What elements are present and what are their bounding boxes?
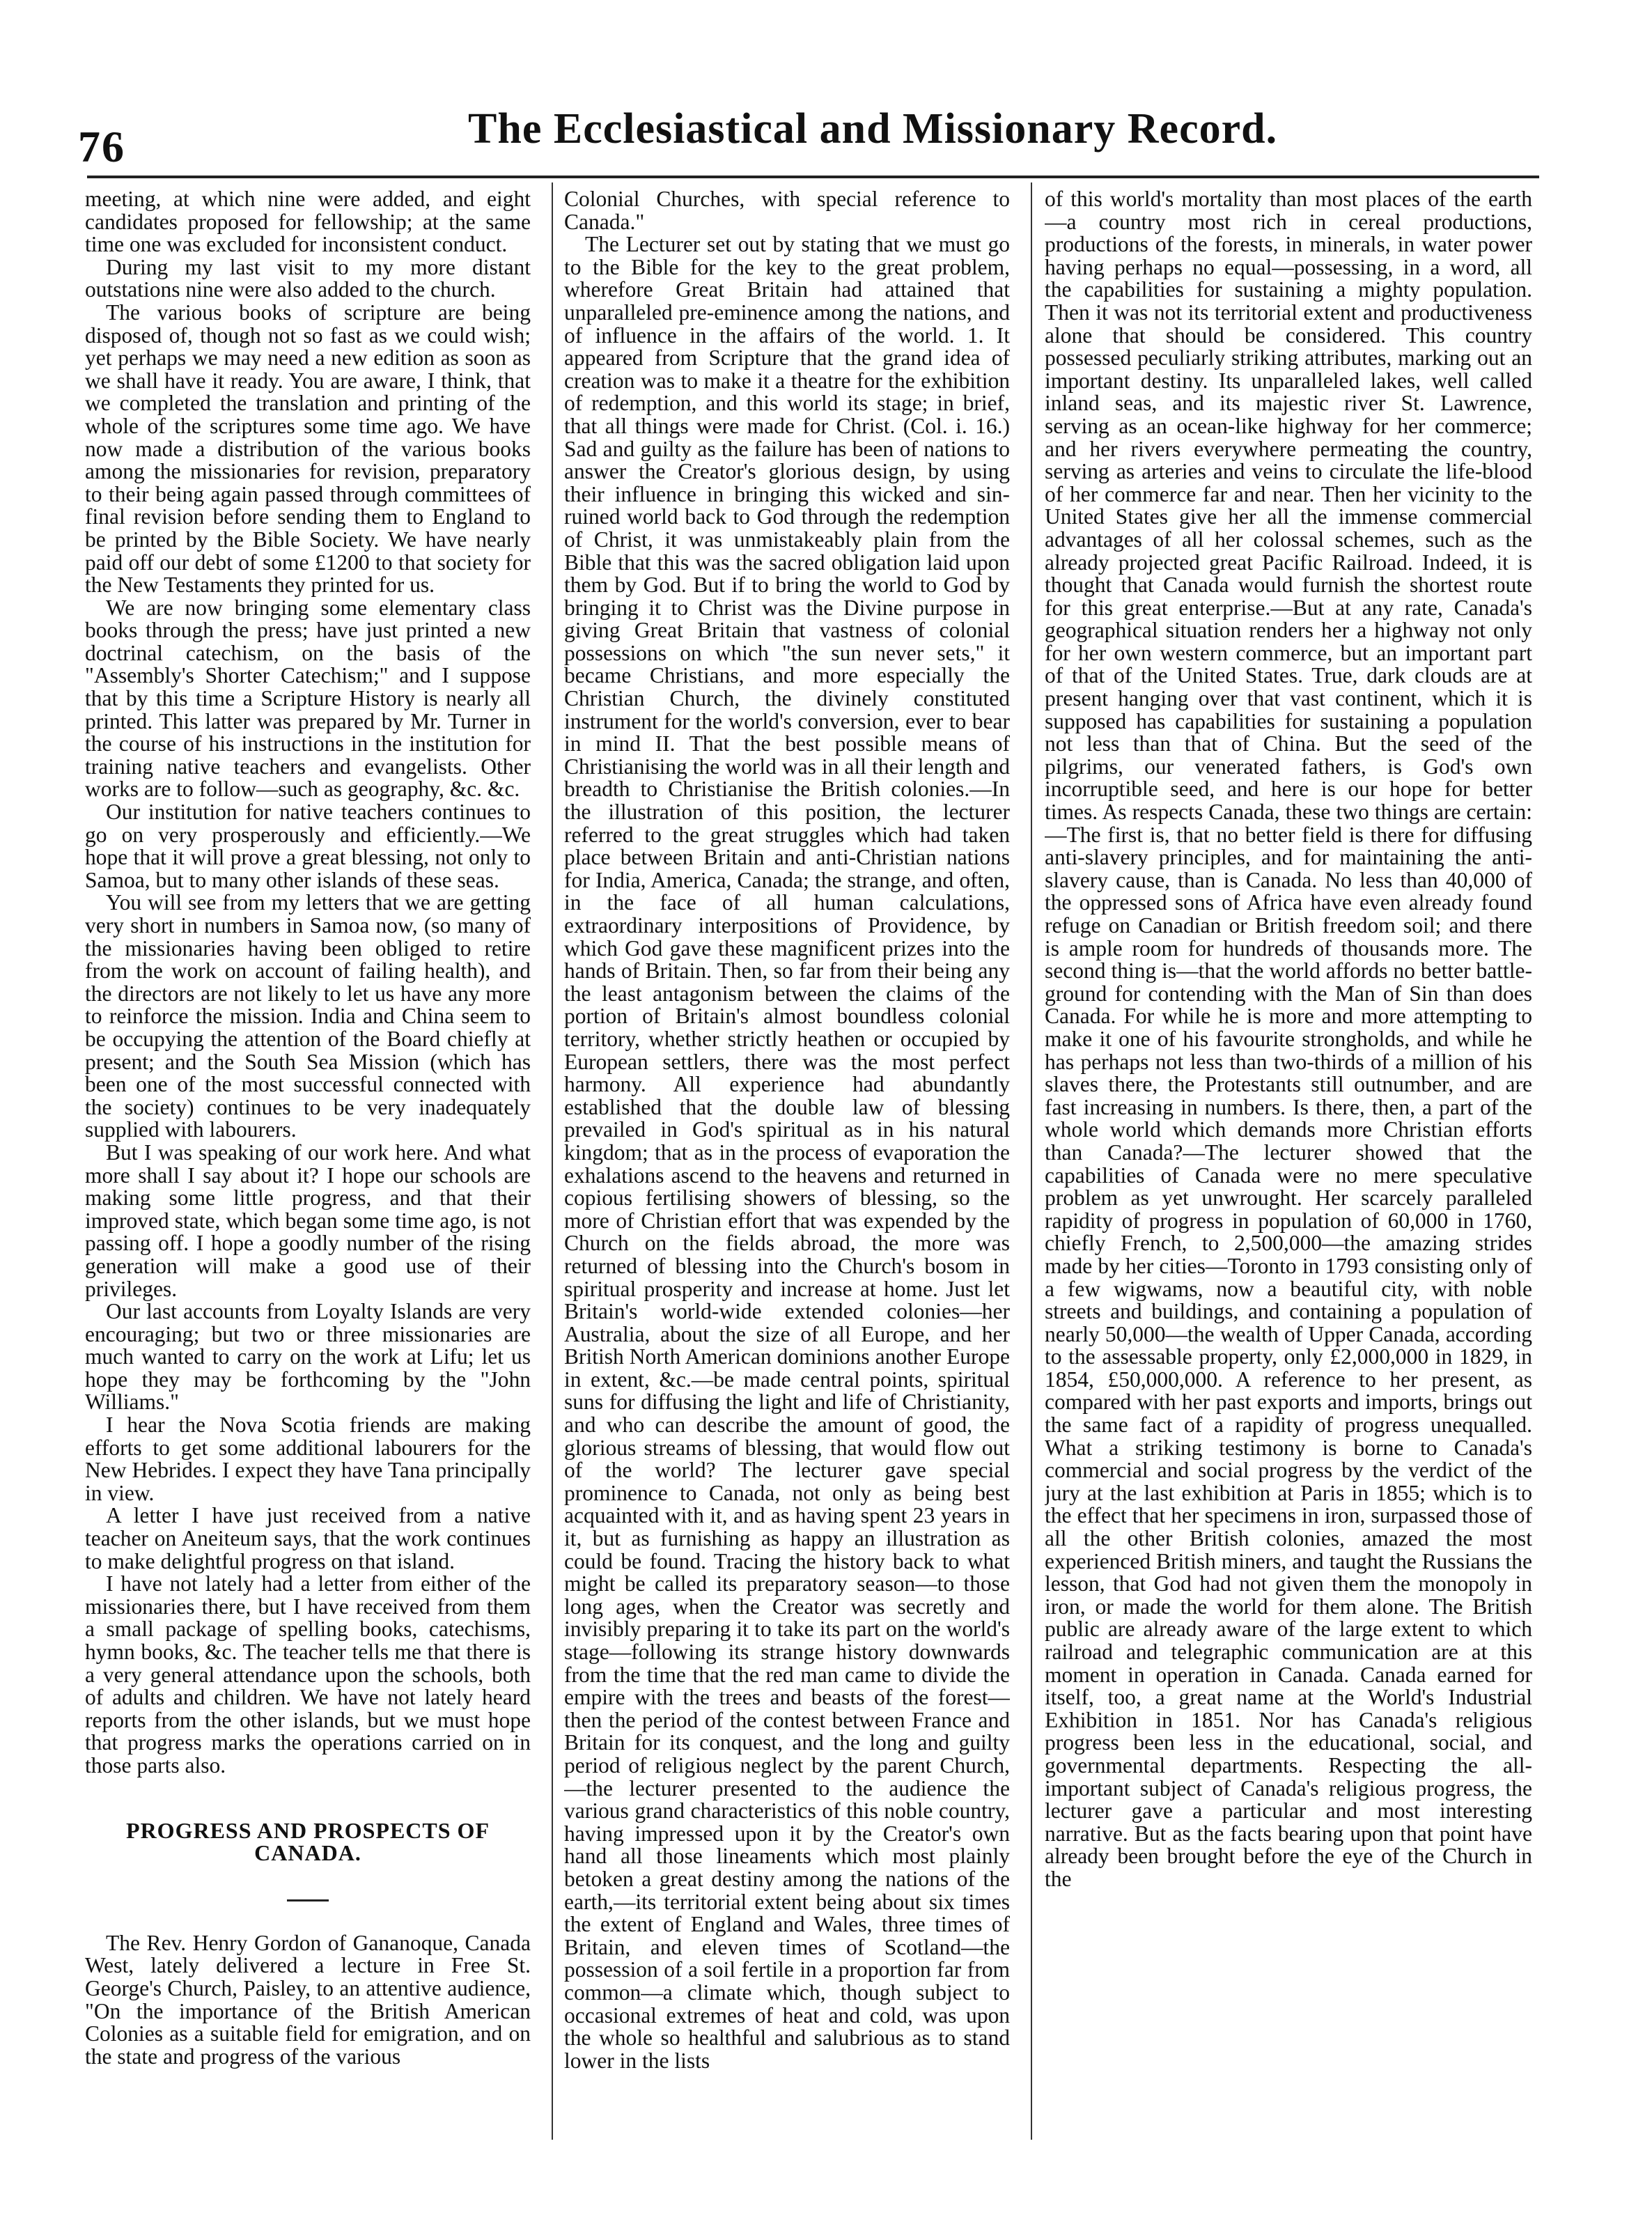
column-separator xyxy=(552,182,553,2140)
column-1 xyxy=(85,188,531,2187)
paragraph: Our last accounts from Loyalty Islands are very encouraging; but two or three missionaries are much wanted to carry on the work at Lifu; let us hope they may be forthcoming by the "John Williams." xyxy=(85,1299,531,1415)
section-heading: PROGRESS AND PROSPECTS OF CANADA. xyxy=(126,1817,490,1866)
paragraph: The Rev. Henry Gordon of Gananoque, Canada West, lately delivered a lecture in Free St. George's Church, Paisley, to an attentive audience, "On the importance of the British American Colonies as a suitable field for emigration, and on the state and progress of the various xyxy=(85,1930,531,2069)
paragraph: A letter I have just received from a native teacher on Aneiteum says, that the work continues to make delightful progress on that island. xyxy=(85,1503,531,1573)
column-2 xyxy=(564,188,1010,2187)
page-header xyxy=(78,104,1548,171)
column-3 xyxy=(1045,188,1532,2187)
paragraph: Our institution for native teachers continues to go on very prosperously and efficiently.—We hope that it will prove a great blessing, not only to Samoa, but to many other islands of these seas. xyxy=(85,800,531,892)
header-rule xyxy=(87,176,1539,178)
running-title: The Ecclesiastical and Missionary Record. xyxy=(468,105,1278,153)
paragraph: During my last visit to my more distant outstations nine were also added to the church. xyxy=(85,254,531,302)
paragraph: meeting, at which nine were added, and eight candidates proposed for fellowship; at the same time one was excluded for inconsistent conduct. xyxy=(85,188,531,257)
paragraph: The Lecturer set out by stating that we must go to the Bible for the key to the great problem, wherefore Great Britain had attained that unparalleled pre-eminence among the nations, and of influence in the affairs of the world. 1. It appeared from Scripture that the grand idea of creation was to make it a theatre for the exhibition of redemption, and this world its stage; in brief, that all things were made for Christ. (Col. i. 16.) Sad and guilty as the failure has been of nations to answer the Creator's glorious design, by using their influence in bringing this wicked and sin-ruined world back to God through the redemption of Christ, it was unmistakeably plain from the Bible that this was the sacred obligation laid upon them by God. But if to bring the world to God by bringing it to Christ was the Divine purpose in giving Great Britain that vastness of colonial possessions on which "the sun never sets," it became Christians, and more especially the Christian Church, the divinely constituted instrument for the world's conversion, ever to bear in mind II. That the best possible means of Christianising the world was in all their length and breadth to Christianise the British colonies.—In the illustration of this position, the lecturer referred to the great struggles which had taken place between Britain and anti-Christian nations for India, America, Canada; the strange, and often, in the face of all human calculations, extraordinary interpositions of Providence, by which God gave these magnificent prizes into the hands of Britain. Then, so far from their being any the least antagonism between the claims of the portion of Britain's almost boundless colonial territory, whether strictly heathen or occupied by European settlers, there was the most perfect harmony. All experience had abundantly established that the double law of blessing prevailed in God's spiritual as in his natural kingdom; that as in the process of evaporation the exhalations ascend to the heavens and returned in copious fertilising showers of blessing, so the more of Christian effort that was expended by the Church on the fields abroad, the more was returned of blessing into the Church's bosom in spiritual prosperity and increase at home. Just let Britain's world-wide extended colonies—her Australia, about the size of all Europe, and her British North American dominions another Europe in extent, &c.—be made central points, spiritual suns for diffusing the light and life of Christianity, and who can describe the amount of good, the glorious streams of blessing, that would flow out of the world? The lecturer gave special prominence to Canada, not only as being best acquainted with it, and as having spent 23 years in it, but as furnishing as happy an illustration as could be found. Tracing the history back to what might be called its preparatory season—to those long ages, when the Creator was secretly and invisibly preparing it to take its part on the world's stage—following its strange history downwards from the time that the red man came to divide the empire with the trees and beasts of the forest—then the period of the contest between France and Britain for its conquest, and the long and guilty period of religious neglect by the parent Church,—the lecturer presented to the audience the various grand characteristics of this noble country, having impressed upon it by the Creator's own hand all those lineaments which most plainly betoken a great destiny among the nations of the earth,—its territorial extent being about six times the extent of England and Wales, three times of Britain, and eleven times of Scotland—the possession of a soil fertile in a proportion far from common—a climate which, though subject to occasional extremes of heat and cold, was upon the whole so healthful and salubrious as to stand lower in the lists xyxy=(564,232,1010,2073)
section-rule xyxy=(287,1899,329,1901)
paragraph: The various books of scripture are being disposed of, though not so fast as we could wish; yet perhaps we may need a new edition as soon as we shall have it ready. You are aware, I think, that we completed the translation and printing of the whole of the scriptures some time ago. We have now made a distribution of the various books among the missionaries for revision, preparatory to their being again passed through committees of final revision before sending them to England to be printed by the Bible Society. We have nearly paid off our debt of some £1200 to that society for the New Testaments they printed for us. xyxy=(85,300,531,598)
paragraph: I have not lately had a letter from either of the missionaries there, but I have received from them a small package of spelling books, catechisms, hymn books, &c. The teacher tells me that there is a very general attendance upon the schools, both of adults and children. We have not lately heard reports from the other islands, but we must hope that progress marks the operations carried on in those parts also. xyxy=(85,1571,531,1778)
paragraph: I hear the Nova Scotia friends are making efforts to get some additional labourers for the New Hebrides. I expect they have Tana principally in view. xyxy=(85,1413,531,1505)
paragraph: Colonial Churches, with special reference to Canada." xyxy=(564,188,1010,234)
paragraph: We are now bringing some elementary class books through the press; have just printed a new doctrinal catechism, on the basis of the "Assembly's Shorter Catechism;" and I suppose that by this time a Scripture History is nearly all printed. This latter was prepared by Mr. Turner in the course of his instructions in the institution for training native teachers and evangelists. Other works are to follow—such as geography, &c. &c. xyxy=(85,595,531,802)
page-number: 76 xyxy=(78,122,125,171)
paragraph: But I was speaking of our work here. And what more shall I say about it? I hope our schools are making some little progress, and that their improved state, which began some time ago, is not passing off. I hope a goodly number of the rising generation will make a good use of their privileges. xyxy=(85,1140,531,1301)
column-separator xyxy=(1031,182,1032,2140)
paragraph: You will see from my letters that we are getting very short in numbers in Samoa now, (so many of the missionaries having been obliged to retire from the work on account of failing health), and the directors are not likely to let us have any more to reinforce the mission. India and China seem to be occupying the attention of the Board chiefly at present; and the South Sea Mission (which has been one of the most successful connected with the society) continues to be very inadequately supplied with labourers. xyxy=(85,890,531,1142)
paragraph: of this world's mortality than most places of the earth—a country most rich in cereal productions, productions of the forests, in minerals, in water power having perhaps no equal—possessing, in a word, all the capabilities for sustaining a mighty population. Then it was not its territorial extent and productiveness alone that should be considered. This country possessed peculiarly striking attributes, marking out an important destiny. Its unparalleled lakes, well called inland seas, and its majestic river St. Lawrence, serving as an ocean-like highway for her commerce; and her rivers everywhere permeating the country, serving as arteries and veins to circulate the life-blood of her commerce far and near. Then her vicinity to the United States give her all the immense commercial advantages of all her colossal schemes, such as the already projected great Pacific Railroad. Indeed, it is thought that Canada would furnish the shortest route for this great enterprise.—But at any rate, Canada's geographical situation renders her a highway not only for her own western commerce, but an important part of that of the United States. True, dark clouds are at present hanging over that vast continent, which it is supposed has capabilities for sustaining a population not less than that of China. But the seed of the pilgrims, our venerated fathers, is God's own incorruptible seed, and here is our hope for better times. As respects Canada, these two things are certain:—The first is, that no better field is there for diffusing anti-slavery principles, and for maintaining the anti-slavery cause, than is Canada. No less than 40,000 of the oppressed sons of Africa have even already found refuge on Canadian or British freedom soil; and there is ample room for hundreds of thousands more. The second thing is—that the world affords no better battle-ground for contending with the Man of Sin than does Canada. For while he is more and more attempting to make it one of his favourite strongholds, and while he has perhaps not less than two-thirds of a million of his slaves there, the Protestants still outnumber, and are fast increasing in numbers. Is there, then, a part of the whole world which demands more Christian efforts than Canada?—The lecturer showed that the capabilities of Canada were no mere speculative problem as yet unwrought. Her scarcely paralleled rapidity of progress in population of 60,000 in 1760, chiefly French, to 2,500,000—the amazing strides made by her cities—Toronto in 1793 consisting only of a few wigwams, now a beautiful city, with noble streets and buildings, and containing a population of nearly 50,000—the wealth of Upper Canada, according to the assessable property, only £2,000,000 in 1829, in 1854, £50,000,000. A reference to her present, as compared with her past exports and imports, brings out the same fact of a rapidity of progress unequalled. What a striking testimony is borne to Canada's commercial and social progress by the verdict of the jury at the last exhibition at Paris in 1855; which is to the effect that her specimens in iron, surpassed those of all the other British colonies, amazed the most experienced British miners, and taught the Russians the lesson, that God had not given them the monopoly in iron, or made the world for them alone. The British public are already aware of the large extent to which railroad and telegraphic communication are at this moment in operation in Canada. Canada earned for itself, too, a great name at the World's Industrial Exhibition in 1851. Nor has Canada's religious progress been less in the educational, social, and governmental departments. Respecting the all-important subject of Canada's religious progress, the lecturer gave a particular and most interesting narrative. But as the facts bearing upon that point have already been brought before the eye of the Church in the xyxy=(1045,188,1532,1891)
